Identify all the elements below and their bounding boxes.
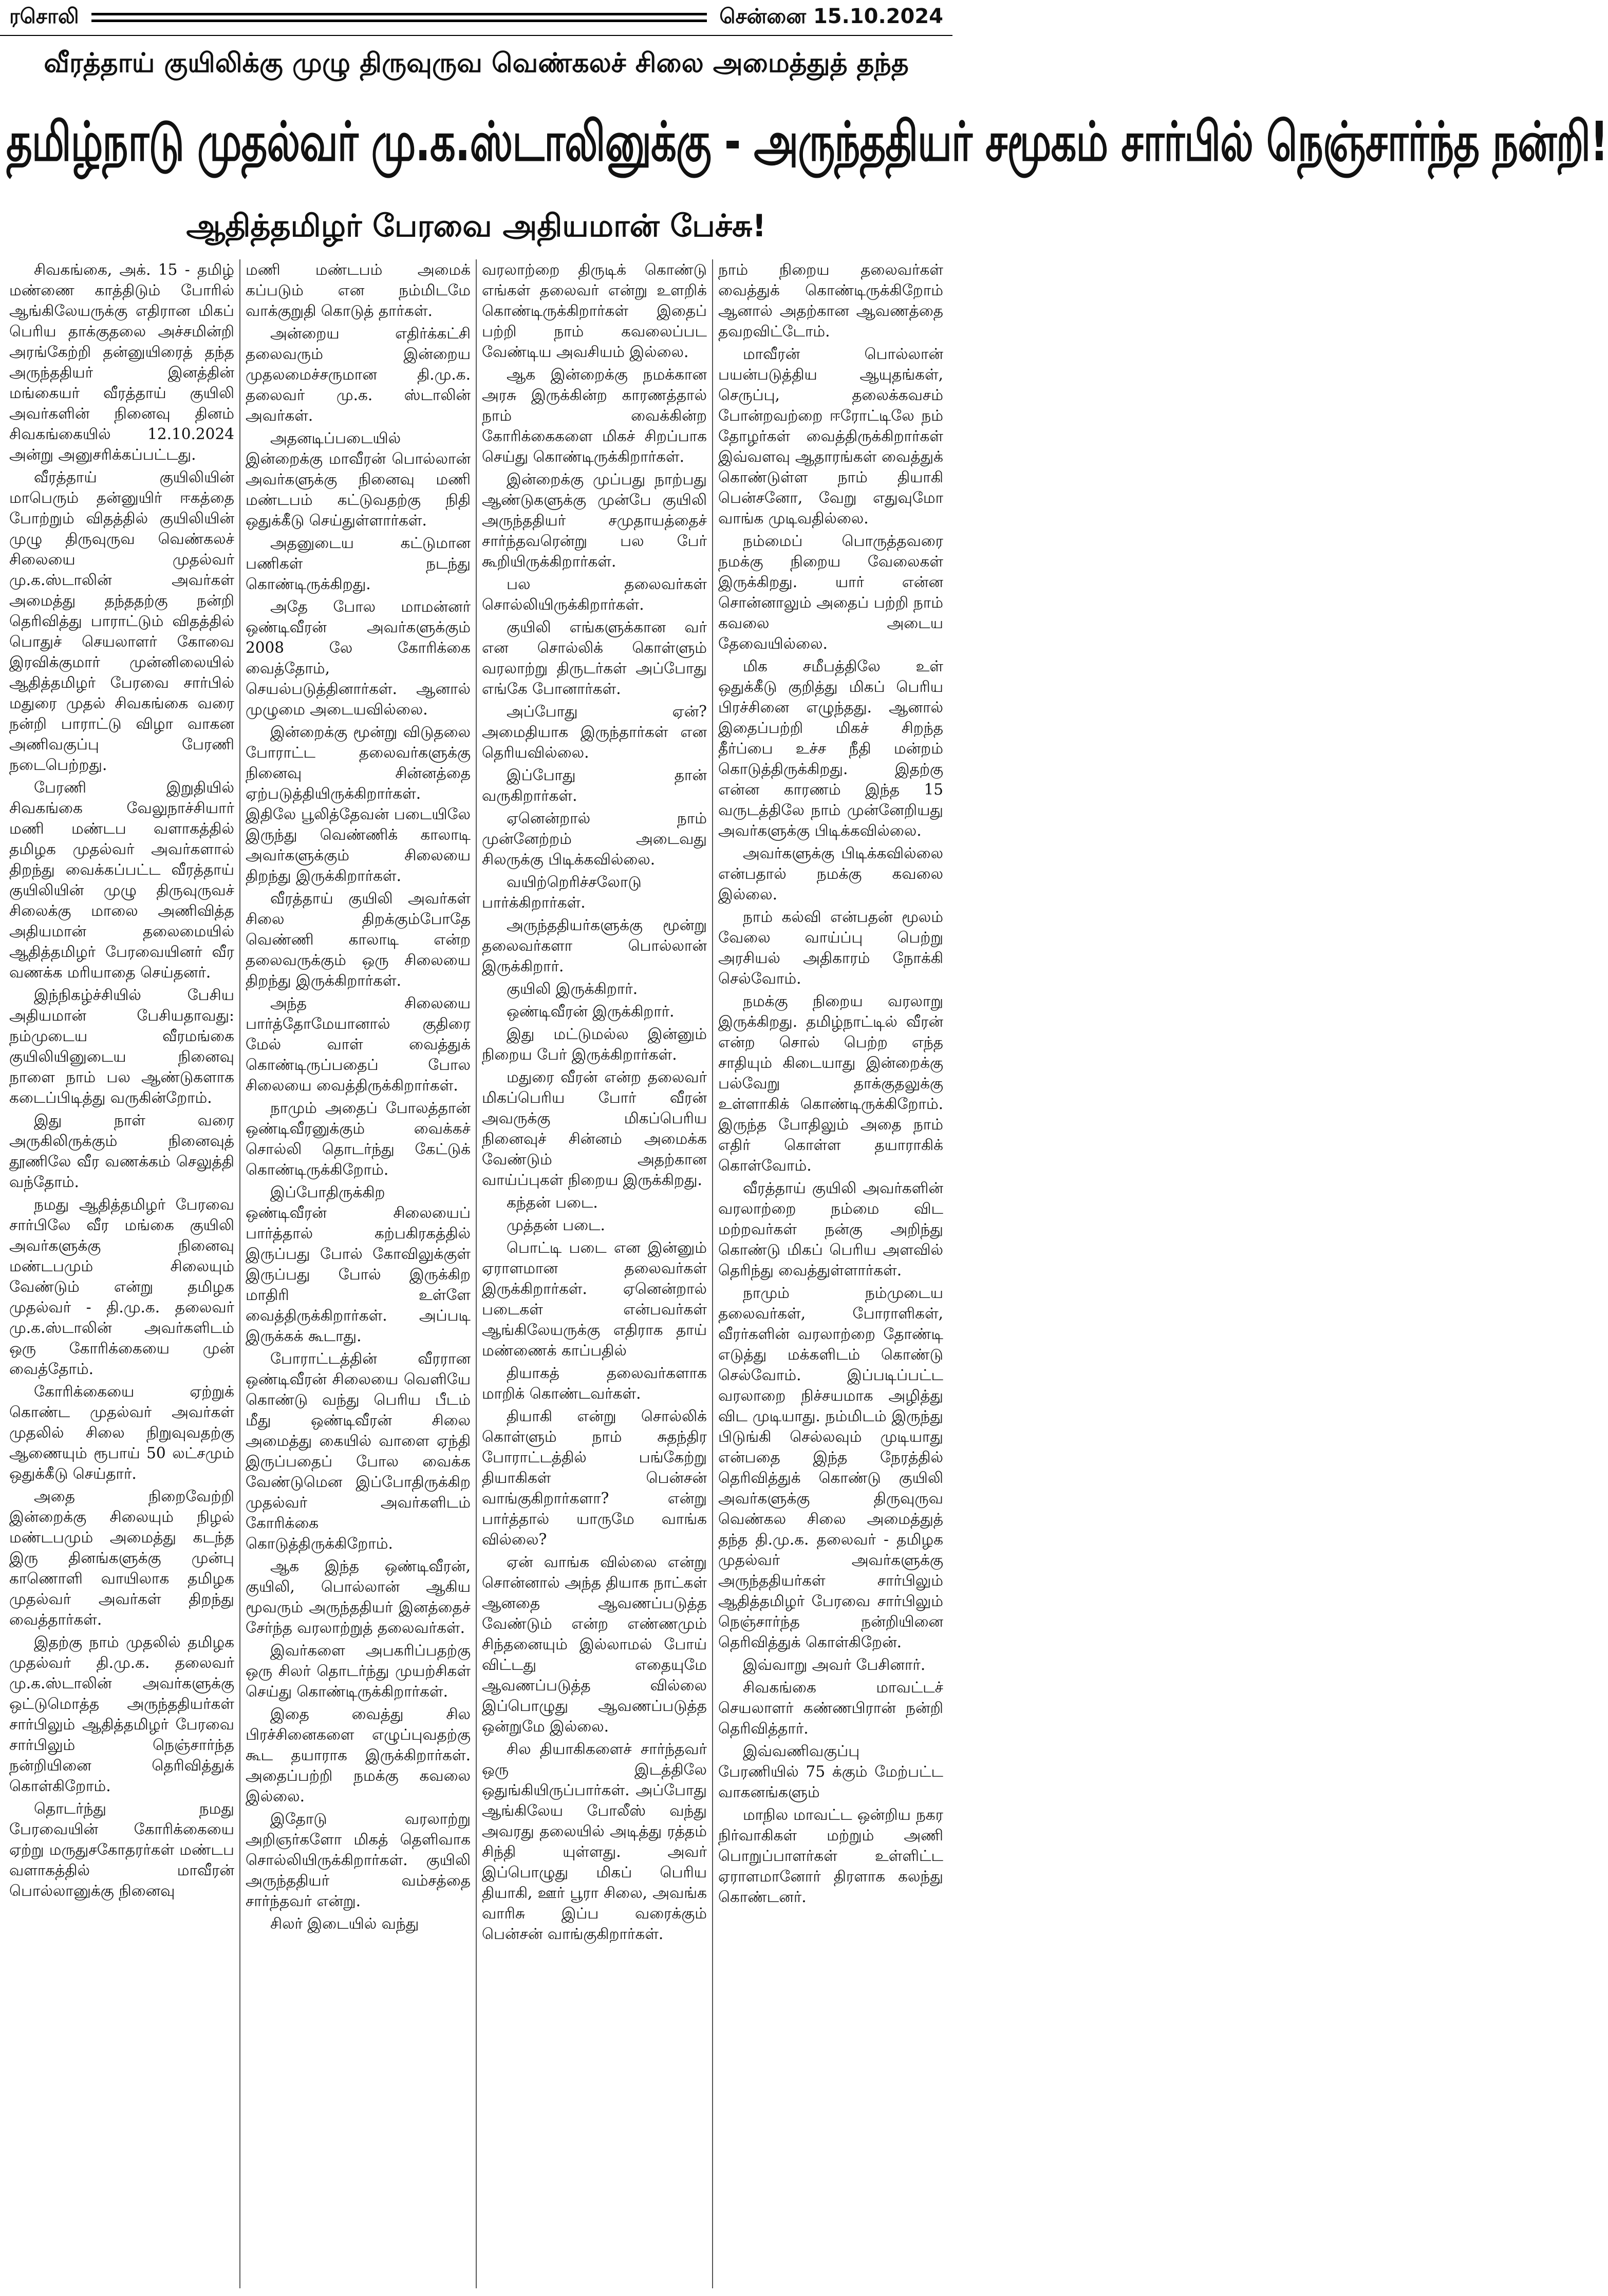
article-paragraph: ஒண்டிவீரன் இருக்கிறார். bbox=[507, 1003, 675, 1020]
masthead-rule bbox=[91, 13, 707, 22]
headline: தமிழ்நாடு முதல்வர் மு.க.ஸ்டாலினுக்கு - அருந்ததியர் சமூகம் சார்பில் நெஞ்சார்ந்த நன்றி! bbox=[6, 111, 1608, 174]
article-paragraph: பல தலைவர்கள் சொல்லியிருக்கிறார்கள். bbox=[482, 575, 707, 613]
article-paragraph: சில தியாகிகளைச் சார்ந்தவர் ஒரு இடத்திலே ஒதுங்கியிருப்பார்கள். அப்போது ஆங்கிலேய போலீஸ் வந்து அவரது தலையில் அடித்து ரத்தம் சிந்தி யுள்ளது. அவர் இப்பொழுது மிகப் பெரிய தியாகி, ஊர் பூரா சிலை, அவங்க வாரிசு இப்ப வரைக்கும் பென்சன் வாங்குகிறார்கள். bbox=[482, 1740, 707, 1943]
column-1 bbox=[9, 259, 234, 2288]
article-paragraph: முத்தன் படை. bbox=[507, 1216, 605, 1234]
article-paragraph: அன்றைய எதிர்க்கட்சி தலைவரும் இன்றைய முதலமைச்சருமான தி.மு.க. தலைவர் மு.க. ஸ்டாலின் அவர்கள். bbox=[246, 325, 471, 424]
article-paragraph: வரலாற்றை திருடிக் கொண்டு எங்கள் தலைவர் என்று உளறிக் கொண்டிருக்கிறார்கள் இதைப் பற்றி நாம் கவலைப்பட வேண்டிய அவசியம் இல்லை. bbox=[482, 261, 707, 361]
article-paragraph: மாநில மாவட்ட ஒன்றிய நகர நிர்வாகிகள் மற்றும் அணி பொறுப்பாளர்கள் உள்ளிட்ட ஏராளமானோர் திரளாக கலந்து கொண்டனர். bbox=[718, 1806, 943, 1906]
article-paragraph: வயிற்றெரிச்சலோடு பார்க்கிறார்கள். bbox=[482, 873, 642, 911]
article-paragraph: அந்த சிலையை பார்த்தோமேயானால் குதிரை மேல் வாள் வைத்துக் கொண்டிருப்பதைப் போல சிலையை வைத்திருக்கிறார்கள். bbox=[246, 994, 471, 1094]
article-paragraph: இப்போது தான் வருகிறார்கள். bbox=[482, 766, 707, 804]
article-paragraph: இதோடு வரலாற்று அறிஞர்களோ மிகத் தெளிவாக சொல்லியிருக்கிறார்கள். குயிலி அருந்ததியர் வம்சத்தை சார்ந்தவர் என்று. bbox=[246, 1810, 471, 1910]
article-paragraph: இன்றைக்கு மூன்று விடுதலை போராட்ட தலைவர்களுக்கு நினைவு சின்னத்தை ஏற்படுத்தியிருக்கிறார்கள். இதிலே பூலித்தேவன் படையிலே இருந்து வெண்ணிக் காலாடி அவர்களுக்கும் சிலையை திறந்து இருக்கிறார்கள். bbox=[246, 723, 471, 884]
kicker-line: வீரத்தாய் குயிலிக்கு முழு திருவுருவ வெண்கலச் சிலை அமைத்துத் தந்த bbox=[44, 48, 909, 79]
article-paragraph: வீரத்தாய் குயிலி அவர்கள் சிலை திறக்கும்போதே வெண்ணி காலாடி என்ற தலைவருக்கும் ஒரு சிலையை திறந்து இருக்கிறார்கள். bbox=[246, 890, 471, 989]
article-paragraph: மதுரை வீரன் என்ற தலைவர் மிகப்பெரிய போர் வீரன் அவருக்கு மிகப்பெரிய நினைவுச் சின்னம் அமைக்க வேண்டும் அதற்கான வாய்ப்புகள் நிறைய இருக்கிறது. bbox=[482, 1068, 707, 1189]
article-paragraph: அவர்களுக்கு பிடிக்கவில்லை என்பதால் நமக்கு கவலை இல்லை. bbox=[718, 844, 943, 903]
article-paragraph: இந்நிகழ்ச்சியில் பேசிய அதியமான் பேசியதாவது: நம்முடைய வீரமங்கை குயிலியினுடைய நினைவு நாளை நாம் பல ஆண்டுகளாக கடைப்பிடித்து வருகின்றோம். bbox=[9, 986, 234, 1106]
article-paragraph: இது மட்டுமல்ல இன்னும் நிறைய பேர் இருக்கிறார்கள். bbox=[482, 1025, 707, 1063]
article-paragraph: பொட்டி படை என இன்னும் ஏராளமான தலைவர்கள் இருக்கிறார்கள். ஏனென்றால் படைகள் என்பவர்கள் ஆங்கிலேயருக்கு எதிராக தாய் மண்ணைக் காப்பதில் bbox=[482, 1239, 707, 1359]
article-paragraph: தொடர்ந்து நமது பேரவையின் கோரிக்கையை ஏற்று மருதுசகோதரர்கள் மண்டப வளாகத்தில் மாவீரன் பொல்லானுக்கு நினைவு bbox=[9, 1800, 234, 1899]
article-paragraph: நாமும் நம்முடைய தலைவர்கள், போராளிகள், வீரர்களின் வரலாற்றை தோண்டி எடுத்து மக்களிடம் கொண்டு செல்வோம். இப்படிப்பட்ட வரலாறை நிச்சயமாக அழித்து விட முடியாது. நம்மிடம் இருந்து பிடுங்கி செல்லவும் முடியாது என்பதை இந்த நேரத்தில் தெரிவித்துக் கொண்டு குயிலி அவர்களுக்கு திருவுருவ வெண்கல சிலை அமைத்துத் தந்த தி.மு.க. தலைவர் - தமிழக முதல்வர் அவர்களுக்கு அருந்ததியர்கள் சார்பிலும் ஆதித்தமிழர் பேரவை சார்பிலும் நெஞ்சார்ந்த நன்றியினை தெரிவித்துக் கொள்கிறேன். bbox=[718, 1284, 943, 1651]
article-paragraph: நம்மைப் பொருத்தவரை நமக்கு நிறைய வேலைகள் இருக்கிறது. யார் என்ன சொன்னாலும் அதைப் பற்றி நாம் கவலை அடைய தேவையில்லை. bbox=[718, 532, 943, 652]
article-paragraph: தியாகி என்று சொல்லிக் கொள்ளும் நாம் சுதந்திர போராட்டத்தில் பங்கேற்று தியாகிகள் பென்சன் வாங்குகிறார்களா? என்று பார்த்தால் யாருமே வாங்க வில்லை? bbox=[482, 1407, 707, 1548]
column-4 bbox=[718, 259, 943, 2288]
article-paragraph: ஏன் வாங்க வில்லை என்று சொன்னால் அந்த தியாக நாட்கள் ஆனதை ஆவணப்படுத்த வேண்டும் என்ற எண்ணமும் சிந்தனையும் இல்லாமல் போய் விட்டது எதையுமே ஆவணப்படுத்த வில்லை இப்பொழுது ஆவணப்படுத்த ஒன்றுமே இல்லை. bbox=[482, 1553, 707, 1735]
article-paragraph: மிக சமீபத்திலே உள் ஒதுக்கீடு குறித்து மிகப் பெரிய பிரச்சினை எழுந்தது. ஆனால் இதைப்பற்றி மிகச் சிறந்த தீர்ப்பை உச்ச நீதி மன்றம் கொடுத்திருக்கிறது. இதற்கு என்ன காரணம் இந்த 15 வருடத்திலே நாம் முன்னேறியது அவர்களுக்கு பிடிக்கவில்லை. bbox=[718, 657, 943, 839]
article-paragraph: இவ்வாறு அவர் பேசினார். bbox=[743, 1656, 926, 1673]
article-paragraph: அதை நிறைவேற்றி இன்றைக்கு சிலையும் நிழல் மண்டபமும் அமைத்து கடந்த இரு தினங்களுக்கு முன்பு காணொளி வாயிலாக தமிழக முதல்வர் அவர்கள் திறந்து வைத்தார்கள். bbox=[9, 1488, 234, 1628]
article-paragraph: தியாகத் தலைவர்களாக மாறிக் கொண்டவர்கள். bbox=[482, 1364, 707, 1402]
article-paragraph: நமது ஆதித்தமிழர் பேரவை சார்பிலே வீர மங்கை குயிலி அவர்களுக்கு நினைவு மண்டபமும் சிலையும் வேண்டும் என்று தமிழக முதல்வர் - தி.மு.க. தலைவர் மு.க.ஸ்டாலின் அவர்களிடம் ஒரு கோரிக்கையை முன் வைத்தோம். bbox=[9, 1196, 234, 1378]
article-paragraph: அதனுடைய கட்டுமான பணிகள் நடந்து கொண்டிருக்கிறது. bbox=[246, 534, 471, 593]
article-paragraph: அப்போது ஏன்? அமைதியாக இருந்தார்கள் என தெரியவில்லை. bbox=[482, 703, 707, 761]
article-paragraph: போராட்டத்தின் வீரரான ஒண்டிவீரன் சிலையை வெளியே கொண்டு வந்து பெரிய பீடம் மீது ஒண்டிவீரன் சிலை அமைத்து கையில் வாளை ஏந்தி இருப்பதைப் போல வைக்க வேண்டுமென இப்போதிருக்கிற முதல்வர் அவர்களிடம் கோரிக்கை கொடுத்திருக்கிறோம். bbox=[246, 1350, 471, 1552]
article-paragraph: சிவகங்கை, அக். 15 - தமிழ் மண்ணை காத்திடும் போரில் ஆங்கிலேயருக்கு எதிரான மிகப் பெரிய தாக்குதலை அச்சமின்றி அரங்கேற்றி தன்னுயிரைத் தந்த அருந்ததியர் இனத்தின் மங்கையர் வீரத்தாய் குயிலி அவர்களின் நினைவு தினம் சிவகங்கையில் 12.10.2024 அன்று அனுசரிக்கப்பட்டது. bbox=[9, 261, 234, 463]
article-paragraph: கோரிக்கையை ஏற்றுக் கொண்ட முதல்வர் அவர்கள் முதலில் சிலை நிறுவுவதற்கு ஆணையும் ரூபாய் 50 லட்சமும் ஒதுக்கீடு செய்தார். bbox=[9, 1383, 234, 1482]
article-paragraph: வீரத்தாய் குயிலி அவர்களின் வரலாற்றை நம்மை விட மற்றவர்கள் நன்கு அறிந்து கொண்டு மிகப் பெரிய அளவில் தெரிந்து வைத்துள்ளார்கள். bbox=[718, 1179, 943, 1279]
column-3 bbox=[482, 259, 707, 2288]
article-paragraph: ஆக இன்றைக்கு நமக்கான அரசு இருக்கின்ற காரணத்தால் நாம் வைக்கின்ற கோரிக்கைகளை மிகச் சிறப்பாக செய்து கொண்டிருக்கிறார்கள். bbox=[482, 366, 707, 465]
article-paragraph: அதே போல மாமன்னர் ஒண்டிவீரன் அவர்களுக்கும் 2008 லே கோரிக்கை வைத்தோம், செயல்படுத்தினார்கள். ஆனால் முழுமை அடையவில்லை. bbox=[246, 598, 471, 718]
article-paragraph: ஏனென்றால் நாம் முன்னேற்றம் அடைவது சிலருக்கு பிடிக்கவில்லை. bbox=[482, 810, 707, 868]
edition-date: சென்னை 15.10.2024 bbox=[719, 4, 943, 28]
article-paragraph: நாமும் அதைப் போலத்தான் ஒண்டிவீரனுக்கும் வைக்கச் சொல்லி தொடர்ந்து கேட்டுக் கொண்டிருக்கிறோம். bbox=[246, 1099, 471, 1178]
subhead: ஆதித்தமிழர் பேரவை அதியமான் பேச்சு! bbox=[186, 208, 766, 244]
article-paragraph: மணி மண்டபம் அமைக் கப்படும் என நம்மிடமே வாக்குறுதி கொடுத் தார்கள். bbox=[246, 261, 471, 319]
article-paragraph: இவர்களை அபகரிப்பதற்கு ஒரு சிலர் தொடர்ந்து முயற்சிகள் செய்து கொண்டிருக்கிறார்கள். bbox=[246, 1642, 471, 1700]
article-paragraph: வீரத்தாய் குயிலியின் மாபெரும் தன்னுயிர் ஈகத்தை போற்றும் விதத்தில் குயிலியின் முழு திருவுருவ வெண்கலச் சிலையை முதல்வர் மு.க.ஸ்டாலின் அவர்கள் அமைத்து தந்ததற்கு நன்றி தெரிவித்து பாராட்டும் விதத்தில் பொதுச் செயலாளர் கோவை இரவிக்குமார் முன்னிலையில் ஆதித்தமிழர் பேரவை சார்பில் மதுரை முதல் சிவகங்கை வரை நன்றி பாராட்டு விழா வாகன அணிவகுப்பு பேரணி நடைபெற்றது. bbox=[9, 468, 234, 774]
article-paragraph: மாவீரன் பொல்லான் பயன்படுத்திய ஆயுதங்கள், செருப்பு, தலைக்கவசம் போன்றவற்றை ஈரோட்டிலே நம் தோழர்கள் வைத்திருக்கிறார்கள் இவ்வளவு ஆதாரங்கள் வைத்துக் கொண்டுள்ள நாம் தியாகி பென்சனோ, வேறு எதுவுமோ வாங்க முடிவதில்லை. bbox=[718, 345, 943, 527]
article-paragraph: குயிலி எங்களுக்கான வர் என சொல்லிக் கொள்ளும் வரலாற்று திருடர்கள் அப்போது எங்கே போனார்கள். bbox=[482, 618, 707, 698]
masthead bbox=[0, 0, 952, 36]
article-paragraph: நாம் கல்வி என்பதன் மூலம் வேலை வாய்ப்பு பெற்று அரசியல் அதிகாரம் நோக்கி செல்வோம். bbox=[718, 908, 943, 987]
article-paragraph: இது நாள் வரை அருகிலிருக்கும் நினைவுத் தூணிலே வீர வணக்கம் செலுத்தி வந்தோம். bbox=[9, 1112, 234, 1191]
article-paragraph: இதற்கு நாம் முதலில் தமிழக முதல்வர் தி.மு.க. தலைவர் மு.க.ஸ்டாலின் அவர்களுக்கு ஒட்டுமொத்த அருந்ததியர்கள் சார்பிலும் ஆதித்தமிழர் பேரவை சார்பிலும் நெஞ்சார்ந்த நன்றியினை தெரிவித்துக் கொள்கிறோம். bbox=[9, 1633, 234, 1795]
publication-name: ரசொலி bbox=[9, 4, 79, 28]
article-paragraph: குயிலி இருக்கிறார். bbox=[507, 980, 638, 998]
article-body bbox=[9, 259, 943, 2288]
article-paragraph: ஆக இந்த ஒண்டிவீரன், குயிலி, பொல்லான் ஆகிய மூவரும் அருந்ததியர் இனத்தைச் சேர்ந்த வரலாற்றுத் தலைவர்கள். bbox=[246, 1557, 471, 1636]
article-paragraph: அருந்ததியர்களுக்கு மூன்று தலைவர்களா பொல்லான் இருக்கிறார். bbox=[482, 916, 707, 975]
article-paragraph: நாம் நிறைய தலைவர்கள் வைத்துக் கொண்டிருக்கிறோம் ஆனால் அதற்கான ஆவணத்தை தவறவிட்டோம். bbox=[718, 261, 943, 340]
article-paragraph: அதனடிப்படையில் இன்றைக்கு மாவீரன் பொல்லான் அவர்களுக்கு நினைவு மணி மண்டபம் கட்டுவதற்கு நிதி ஒதுக்கீடு செய்துள்ளார்கள். bbox=[246, 429, 471, 529]
article-paragraph: கந்தன் படை. bbox=[507, 1194, 598, 1211]
article-paragraph: நமக்கு நிறைய வரலாறு இருக்கிறது. தமிழ்நாட்டில் வீரன் என்ற சொல் பெற்ற எந்த சாதியும் கிடையாது இன்றைக்கு பல்வேறு தாக்குதலுக்கு உள்ளாகிக் கொண்டிருக்கிறோம். இருந்த போதிலும் அதை நாம் எதிர் கொள்ள தயாராகிக் கொள்வோம். bbox=[718, 992, 943, 1174]
article-paragraph: இதை வைத்து சில பிரச்சினைகளை எழுப்புவதற்கு கூட தயாராக இருக்கிறார்கள். அதைப்பற்றி நமக்கு கவலை இல்லை. bbox=[246, 1705, 471, 1805]
article-paragraph: சிலர் இடையில் வந்து bbox=[270, 1915, 419, 1932]
article-paragraph: இவ்வணிவகுப்பு பேரணியில் 75 க்கும் மேற்பட்ட வாகனங்களும் bbox=[718, 1742, 943, 1801]
article-paragraph: இன்றைக்கு முப்பது நாற்பது ஆண்டுகளுக்கு முன்பே குயிலி அருந்ததியர் சமுதாயத்தைச் சார்ந்தவரென்று பல பேர் கூறியிருக்கிறார்கள். bbox=[482, 471, 707, 570]
article-paragraph: சிவகங்கை மாவட்டச் செயலாளர் கண்ணபிரான் நன்றி தெரிவித்தார். bbox=[718, 1679, 943, 1737]
article-paragraph: பேரணி இறுதியில் சிவகங்கை வேலுநாச்சியார் மணி மண்டப வளாகத்தில் தமிழக முதல்வர் அவர்களால் திறந்து வைக்கப்பட்ட வீரத்தாய் குயிலியின் முழு திருவுருவச் சிலைக்கு மாலை அணிவித்த அதியமான் தலைமையில் ஆதித்தமிழர் பேரவையினர் வீர வணக்க மரியாதை செய்தனர். bbox=[9, 779, 234, 981]
article-paragraph: இப்போதிருக்கிற ஒண்டிவீரன் சிலையைப் பார்த்தால் கற்பகிரகத்தில் இருப்பது போல் கோவிலுக்குள் இருப்பது போல் இருக்கிற மாதிரி உள்ளே வைத்திருக்கிறார்கள். அப்படி இருக்கக் கூடாது. bbox=[246, 1183, 471, 1345]
column-2 bbox=[246, 259, 471, 2288]
